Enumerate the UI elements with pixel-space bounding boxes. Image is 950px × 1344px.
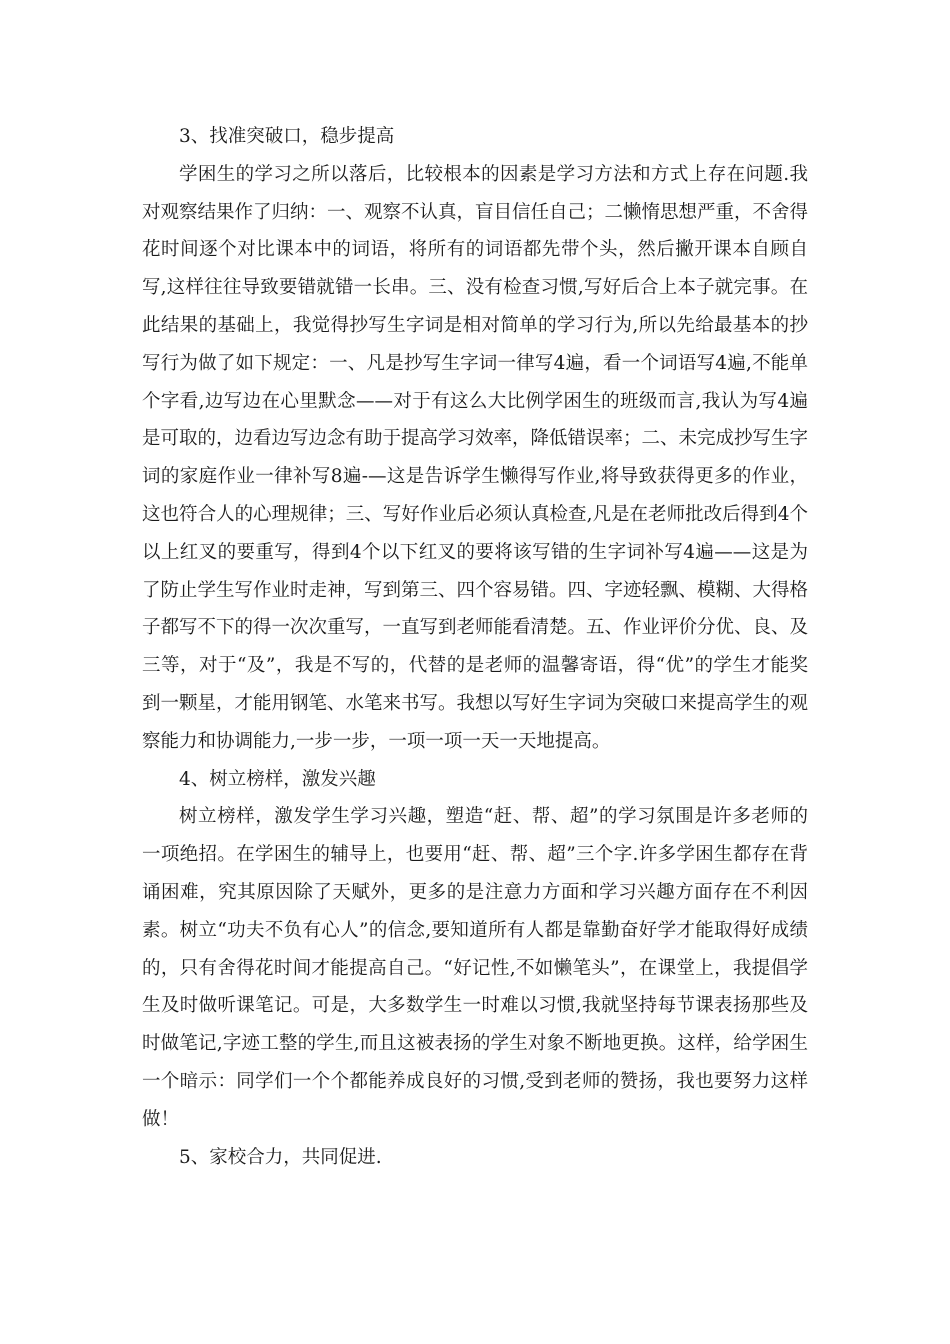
section-heading-3: 3、找准突破口，稳步提高 xyxy=(179,126,395,147)
section-heading-5: 5、家校合力，共同促进. xyxy=(179,1146,382,1168)
body-paragraph-1: 学困生的学习之所以落后，比较根本的因素是学习方法和方式上存在问题.我对观察结果作了归纳：一、观察不认真，盲目信任自己；二懒惰思想严重，不舍得花时间逐个对比课本中的词语，将所有的词语都先带个头，然后撇开课本自顾自写,这样往往导致要错就错一长串。三、没有检查习惯,写好后合上本子就完事。在此结果的基础上，我觉得抄写生字词是相对简单的学习行为,所以先给最基本的抄写行为做了如下规定：一、凡是抄写生字词一律写4遍，看一个词语写4遍,不能单个字看,边写边在心里默念——对于有这么大比例学困生的班级而言,我认为写4遍是可取的，边看边写边念有助于提高学习效率，降低错误率；二、未完成抄写生字词的家庭作业一律补写8遍-—这是告诉学生懒得写作业,将导致获得更多的作业，这也符合人的心理规律；三、写好作业后必须认真检查,凡是在老师批改后得到4个以上红叉的要重写，得到4个以下红叉的要将该写错的生字词补写4遍——这是为了防止学生写作业时走神，写到第三、四个容易错。四、字迹轻飘、模糊、大得格子都写不下的得一次次重写，一直写到老师能看清楚。五、作业评价分优、良、及三等，对于“及”，我是不写的，代替的是老师的温馨寄语，得“优”的学生才能奖到一颗星，才能用钢笔、水笔来书写。我想以写好生字词为突破口来提高学生的观察能力和协调能力,一步一步，一项一项一天一天地提高。 xyxy=(142,163,809,752)
section-heading-4: 4、树立榜样，激发兴趣 xyxy=(179,768,376,790)
body-paragraph-2: 树立榜样，激发学生学习兴趣，塑造“赶、帮、超”的学习氛围是许多老师的一项绝招。在学困生的辅导上，也要用“赶、帮、超”三个字.许多学困生都存在背诵困难，究其原因除了天赋外，更多的是注意力方面和学习兴趣方面存在不利因素。树立“功夫不负有心人”的信念,要知道所有人都是靠勤奋好学才能取得好成绩的，只有舍得花时间才能提高自己。“好记性,不如懒笔头”，在课堂上，我提倡学生及时做听课笔记。可是，大多数学生一时难以习惯,我就坚持每节课表扬那些及时做笔记,字迹工整的学生,而且这被表扬的学生对象不断地更换。这样，给学困生一个暗示：同学们一个个都能养成良好的习惯,受到老师的赞扬，我也要努力这样做！ xyxy=(142,806,808,1130)
document-page xyxy=(142,118,808,1176)
